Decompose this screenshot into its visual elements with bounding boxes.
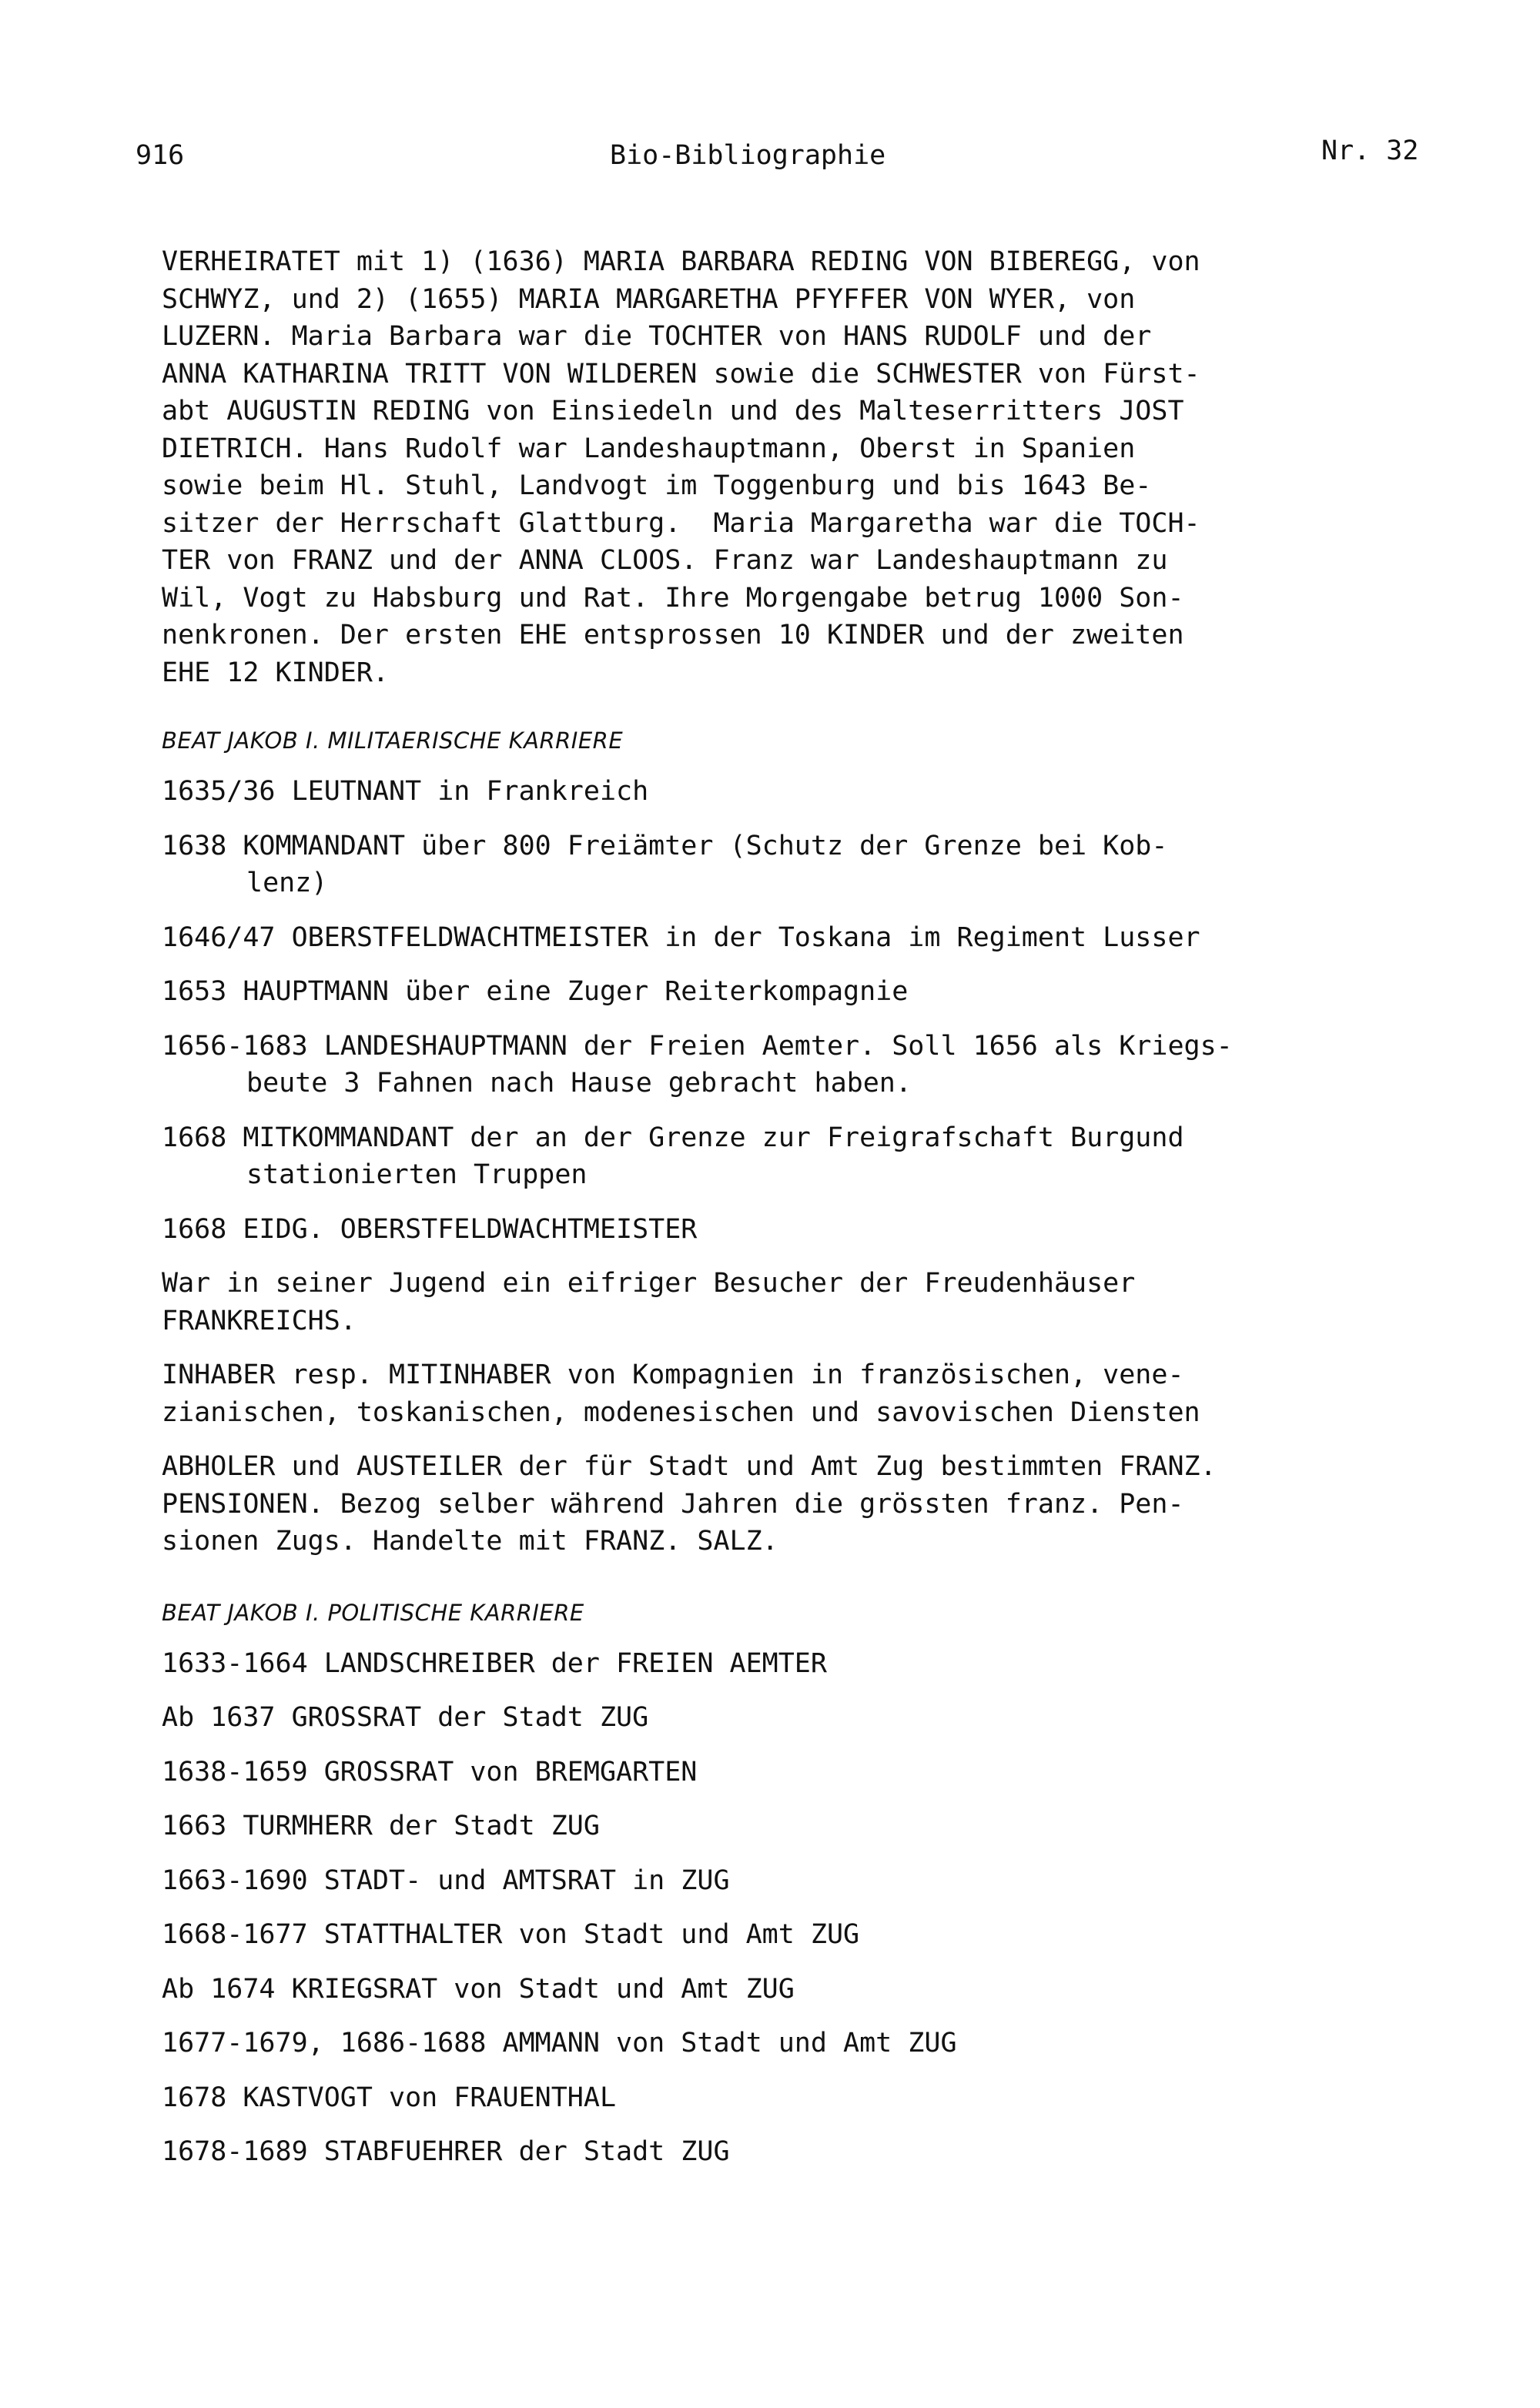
military-entry: 1646/47 OBERSTFELDWACHTMEISTER in der Toskana im Regiment Lusser (162, 921, 1200, 953)
political-entry: Ab 1637 GROSSRAT der Stadt ZUG (162, 1702, 649, 1733)
running-title: Bio-Bibliographie (610, 140, 886, 171)
political-entry: 1663 TURMHERR der Stadt ZUG (162, 1811, 600, 1841)
marriage-paragraph: VERHEIRATET mit 1) (1636) MARIA BARBARA REDING VON BIBEREGG, von SCHWYZ, und 2) (1655) MARIA MARGARETHA PFYFFER VON WYER, von LUZERN. Maria Barbara war die TOCHTER von HANS RUDOLF und der ANNA KATHARINA TRITT VON WILDEREN sowie die SCHWESTER von Fürst- abt AUGUSTIN REDING von Einsiedeln und des Malteserritters JOST DIETRICH. Hans Rudolf war Landeshauptmann, Oberst in Spanien sowie beim Hl. Stuhl, Landvogt im Toggenburg und bis 1643 Be- sitzer der Herrschaft Glattburg. Maria Margaretha war die TOCH- TER von FRANZ und der ANNA CLOOS. Franz war Landeshauptmann zu Wil, Vogt zu Habsburg und Rat. Ihre Morgengabe betrug 1000 Son- nenkronen. Der ersten EHE entsprossen 10 KINDER und der zweiten EHE 12 KINDER. (162, 246, 1200, 688)
political-entry: 1638-1659 GROSSRAT von BREMGARTEN (162, 1756, 698, 1788)
military-note: INHABER resp. MITINHABER von Kompagnien in französischen, vene- zianischen, toskanischen, modenesischen und savovischen Diensten (162, 1360, 1200, 1428)
entry-number: Nr. 32 (1321, 135, 1419, 166)
military-entry: 1635/36 LEUTNANT in Frankreich (162, 776, 649, 807)
political-entry: 1677-1679, 1686-1688 AMMANN von Stadt und Amt ZUG (162, 2028, 957, 2059)
page-header (136, 137, 1475, 183)
military-career-heading: BEAT JAKOB I. MILITAERISCHE KARRIERE (162, 727, 624, 754)
military-career-section (162, 724, 1517, 1560)
page-body (162, 243, 1517, 2188)
political-entry: 1678-1689 STABFUEHRER der Stadt ZUG (162, 2136, 730, 2167)
political-entry: 1633-1664 LANDSCHREIBER der FREIEN AEMTER (162, 1647, 827, 1679)
military-note: War in seiner Jugend ein eifriger Besucher der Freudenhäuser FRANKREICHS. (162, 1268, 1136, 1336)
military-entry: 1656-1683 LANDESHAUPTMANN der Freien Aemter. Soll 1656 als Kriegs- beute 3 Fahnen nach Hause gebracht haben. (162, 1030, 1233, 1099)
page-number: 916 (136, 140, 185, 171)
political-career-heading: BEAT JAKOB I. POLITISCHE KARRIERE (162, 1599, 584, 1626)
political-entry: 1668-1677 STATTHALTER von Stadt und Amt ZUG (162, 1919, 860, 1950)
military-entry: 1653 HAUPTMANN über eine Zuger Reiterkompagnie (162, 976, 909, 1007)
military-entry: 1668 EIDG. OBERSTFELDWACHTMEISTER (162, 1213, 698, 1245)
military-entry: 1638 KOMMANDANT über 800 Freiämter (Schutz der Grenze bei Kob- lenz) (162, 830, 1168, 898)
military-entry: 1668 MITKOMMANDANT der an der Grenze zur Freigrafschaft Burgund stationierten Truppen (162, 1122, 1184, 1190)
political-entry: 1678 KASTVOGT von FRAUENTHAL (162, 2082, 617, 2113)
military-note: ABHOLER und AUSTEILER der für Stadt und Amt Zug bestimmten FRANZ. PENSIONEN. Bezog selber während Jahren die grössten franz. Pen- sionen Zugs. Handelte mit FRANZ. SALZ. (162, 1451, 1217, 1557)
political-career-section (162, 1596, 1517, 2171)
political-entry: Ab 1674 KRIEGSRAT von Stadt und Amt ZUG (162, 1973, 795, 2005)
political-entry: 1663-1690 STADT- und AMTSRAT in ZUG (162, 1865, 730, 1896)
